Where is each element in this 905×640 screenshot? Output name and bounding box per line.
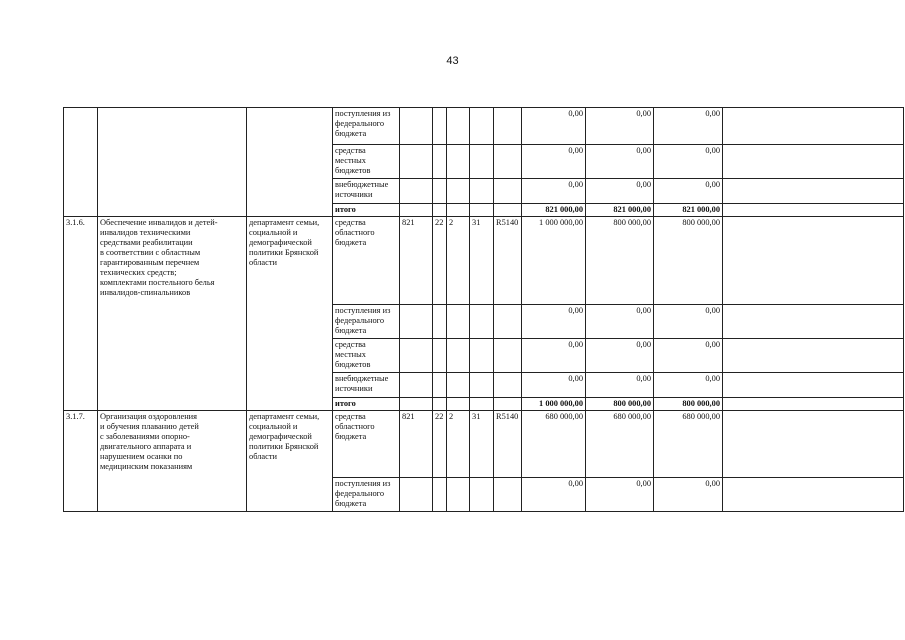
result-indicator-cell	[723, 411, 904, 478]
section-code-cell	[433, 145, 447, 179]
target-suffix-cell	[494, 305, 522, 339]
section-code-cell	[433, 478, 447, 512]
section-code-cell	[433, 373, 447, 398]
section-code-cell	[433, 108, 447, 145]
amount-year3-cell: 680 000,00	[654, 411, 723, 478]
amount-year2-cell: 680 000,00	[586, 411, 654, 478]
funding-source-cell: внебюджетные источники	[333, 373, 400, 398]
target-suffix-cell: R5140	[494, 411, 522, 478]
amount-year2-cell: 800 000,00	[586, 217, 654, 305]
target-code-cell	[470, 204, 494, 217]
executor-cell: департамент семьи, социальной и демографической политики Брянской области	[247, 411, 333, 512]
table-row	[64, 217, 904, 305]
funding-source-cell: поступления из федерального бюджета	[333, 478, 400, 512]
funding-source-cell: поступления из федерального бюджета	[333, 108, 400, 145]
amount-year1-cell: 1 000 000,00	[522, 217, 586, 305]
table-row	[64, 108, 904, 145]
target-suffix-cell	[494, 398, 522, 411]
amount-year2-cell: 0,00	[586, 145, 654, 179]
grbs-code-cell: 821	[400, 217, 433, 305]
amount-year2-cell: 0,00	[586, 339, 654, 373]
subsection-code-cell: 2	[447, 411, 470, 478]
item-name-cell: Обеспечение инвалидов и детей- инвалидов техническими средствами реабилитации в соответствии с областным гарантированным перечнем технических средств; комплектами постельного белья инвалидов-спинальников	[98, 217, 247, 411]
grbs-code-cell	[400, 339, 433, 373]
funding-source-cell: внебюджетные источники	[333, 179, 400, 204]
amount-year1-cell: 0,00	[522, 478, 586, 512]
grbs-code-cell	[400, 204, 433, 217]
target-suffix-cell	[494, 204, 522, 217]
budget-table	[63, 107, 904, 512]
target-suffix-cell	[494, 478, 522, 512]
amount-year2-cell: 0,00	[586, 179, 654, 204]
grbs-code-cell	[400, 145, 433, 179]
target-code-cell	[470, 373, 494, 398]
section-code-cell	[433, 339, 447, 373]
amount-year1-cell: 0,00	[522, 339, 586, 373]
amount-year1-cell: 0,00	[522, 373, 586, 398]
amount-year2-cell: 0,00	[586, 478, 654, 512]
amount-year2-cell: 0,00	[586, 305, 654, 339]
amount-year3-cell: 0,00	[654, 179, 723, 204]
amount-year3-cell: 800 000,00	[654, 398, 723, 411]
amount-year1-cell: 0,00	[522, 305, 586, 339]
item-number-cell	[64, 108, 98, 217]
subsection-code-cell	[447, 145, 470, 179]
amount-year3-cell: 0,00	[654, 478, 723, 512]
funding-source-cell: итого	[333, 398, 400, 411]
amount-year2-cell: 800 000,00	[586, 398, 654, 411]
amount-year1-cell: 680 000,00	[522, 411, 586, 478]
result-indicator-cell	[723, 398, 904, 411]
target-suffix-cell: R5140	[494, 217, 522, 305]
target-code-cell	[470, 398, 494, 411]
result-indicator-cell	[723, 204, 904, 217]
amount-year3-cell: 821 000,00	[654, 204, 723, 217]
target-code-cell: 31	[470, 217, 494, 305]
funding-source-cell: средства областного бюджета	[333, 217, 400, 305]
target-code-cell	[470, 305, 494, 339]
target-suffix-cell	[494, 145, 522, 179]
amount-year3-cell: 800 000,00	[654, 217, 723, 305]
section-code-cell	[433, 204, 447, 217]
subsection-code-cell	[447, 478, 470, 512]
subsection-code-cell	[447, 373, 470, 398]
funding-source-cell: средства областного бюджета	[333, 411, 400, 478]
grbs-code-cell	[400, 478, 433, 512]
subsection-code-cell	[447, 179, 470, 204]
subsection-code-cell	[447, 108, 470, 145]
item-name-cell: Организация оздоровления и обучения плаванию детей с заболеваниями опорно- двигательного аппарата и нарушением осанки по медицинским показаниям	[98, 411, 247, 512]
subsection-code-cell	[447, 339, 470, 373]
funding-source-cell: поступления из федерального бюджета	[333, 305, 400, 339]
section-code-cell: 22	[433, 411, 447, 478]
grbs-code-cell	[400, 398, 433, 411]
table-row	[64, 411, 904, 478]
grbs-code-cell	[400, 373, 433, 398]
subsection-code-cell	[447, 398, 470, 411]
amount-year1-cell: 1 000 000,00	[522, 398, 586, 411]
item-name-cell	[98, 108, 247, 217]
executor-cell: департамент семьи, социальной и демографической политики Брянской области	[247, 217, 333, 411]
target-suffix-cell	[494, 373, 522, 398]
funding-source-cell: средства местных бюджетов	[333, 339, 400, 373]
amount-year1-cell: 0,00	[522, 179, 586, 204]
result-indicator-cell	[723, 108, 904, 145]
target-suffix-cell	[494, 339, 522, 373]
amount-year1-cell: 0,00	[522, 108, 586, 145]
subsection-code-cell	[447, 305, 470, 339]
item-number-cell: 3.1.6.	[64, 217, 98, 411]
target-code-cell	[470, 339, 494, 373]
amount-year2-cell: 0,00	[586, 108, 654, 145]
amount-year3-cell: 0,00	[654, 108, 723, 145]
executor-cell	[247, 108, 333, 217]
amount-year1-cell: 0,00	[522, 145, 586, 179]
grbs-code-cell	[400, 305, 433, 339]
grbs-code-cell	[400, 179, 433, 204]
result-indicator-cell	[723, 373, 904, 398]
result-indicator-cell	[723, 478, 904, 512]
amount-year1-cell: 821 000,00	[522, 204, 586, 217]
subsection-code-cell	[447, 204, 470, 217]
amount-year3-cell: 0,00	[654, 373, 723, 398]
result-indicator-cell	[723, 305, 904, 339]
amount-year2-cell: 0,00	[586, 373, 654, 398]
section-code-cell: 22	[433, 217, 447, 305]
target-code-cell	[470, 478, 494, 512]
result-indicator-cell	[723, 179, 904, 204]
target-code-cell: 31	[470, 411, 494, 478]
page-number: 43	[446, 55, 459, 67]
subsection-code-cell: 2	[447, 217, 470, 305]
grbs-code-cell: 821	[400, 411, 433, 478]
amount-year3-cell: 0,00	[654, 305, 723, 339]
section-code-cell	[433, 398, 447, 411]
target-code-cell	[470, 179, 494, 204]
target-code-cell	[470, 145, 494, 179]
amount-year3-cell: 0,00	[654, 145, 723, 179]
result-indicator-cell	[723, 145, 904, 179]
amount-year3-cell: 0,00	[654, 339, 723, 373]
amount-year2-cell: 821 000,00	[586, 204, 654, 217]
grbs-code-cell	[400, 108, 433, 145]
target-suffix-cell	[494, 179, 522, 204]
funding-source-cell: итого	[333, 204, 400, 217]
section-code-cell	[433, 179, 447, 204]
target-code-cell	[470, 108, 494, 145]
result-indicator-cell	[723, 339, 904, 373]
result-indicator-cell	[723, 217, 904, 305]
target-suffix-cell	[494, 108, 522, 145]
item-number-cell: 3.1.7.	[64, 411, 98, 512]
funding-source-cell: средства местных бюджетов	[333, 145, 400, 179]
section-code-cell	[433, 305, 447, 339]
